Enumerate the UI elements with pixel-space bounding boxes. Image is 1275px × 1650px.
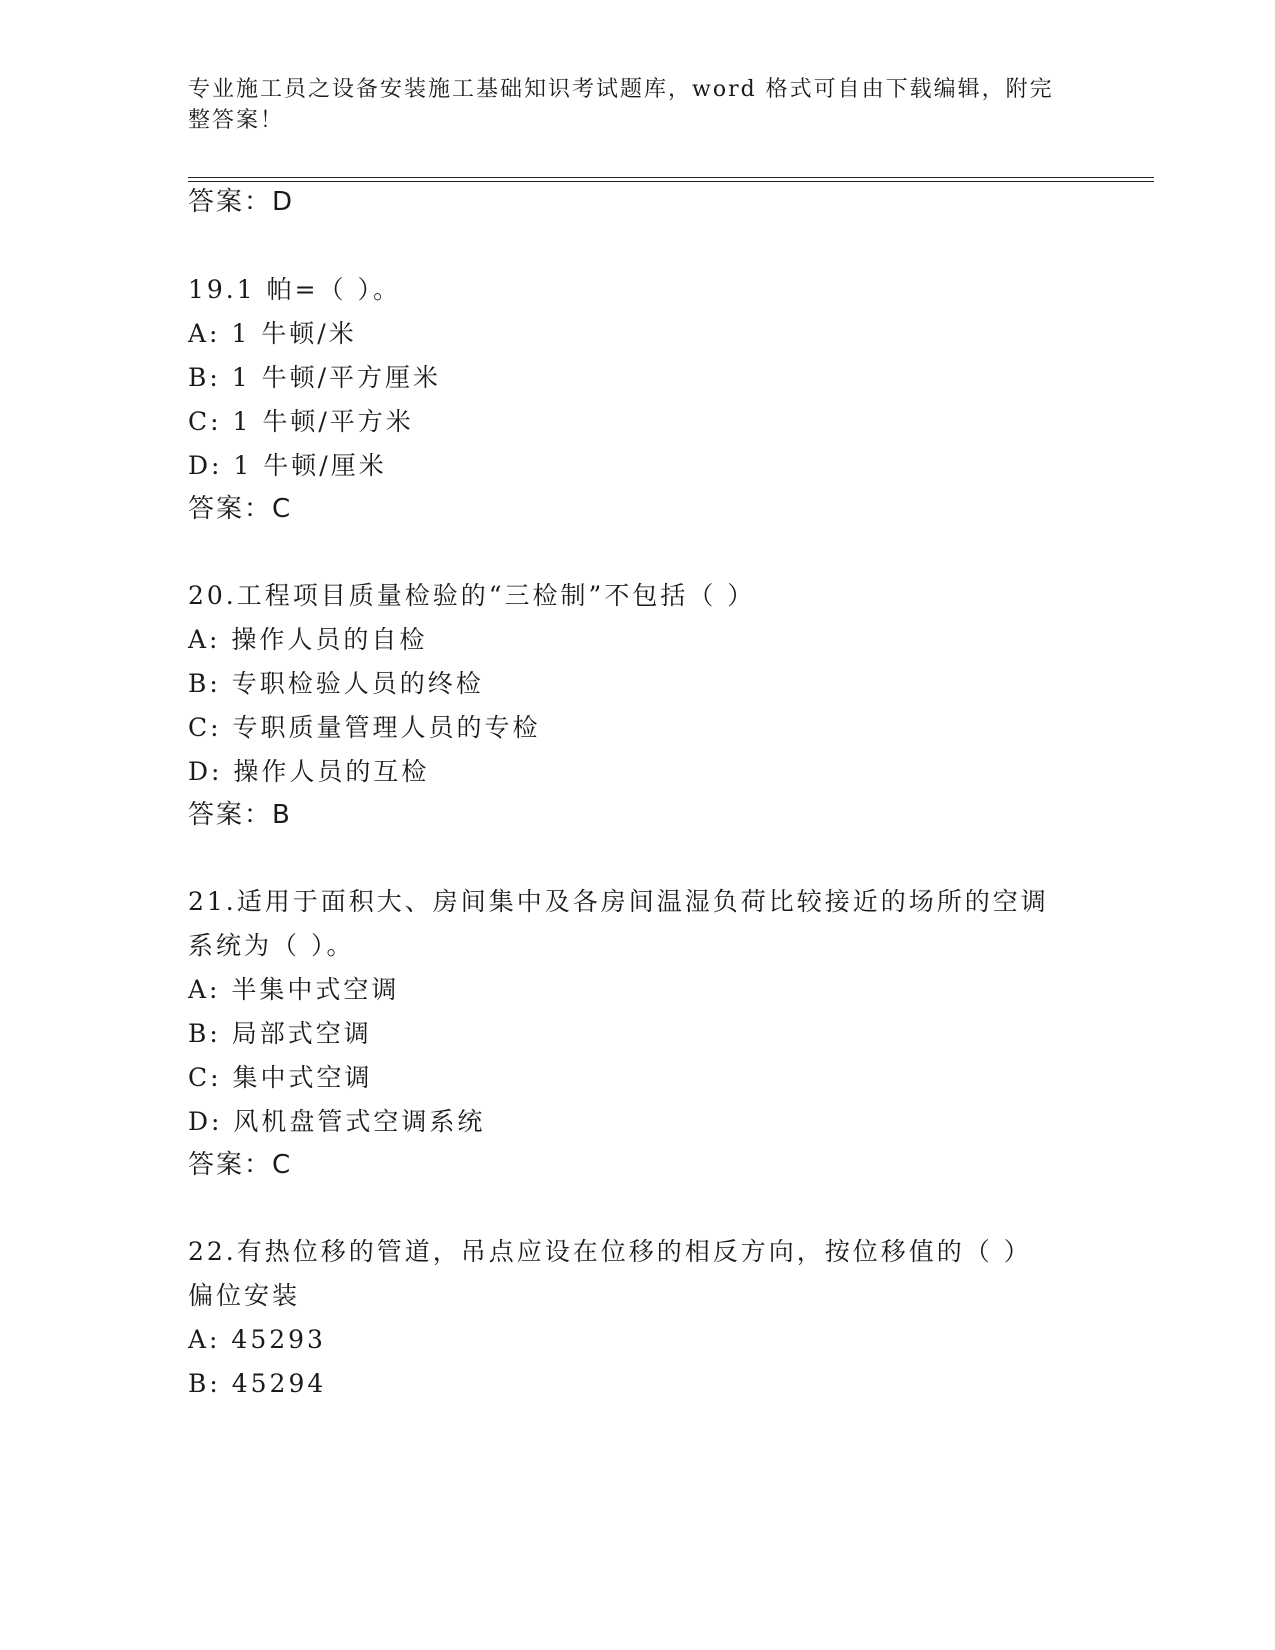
question-19-option-c: C: 1 牛顿/平方米 bbox=[188, 407, 414, 436]
question-22-option-b: B: 45294 bbox=[188, 1369, 327, 1398]
question-19-option-b: B: 1 牛顿/平方厘米 bbox=[188, 363, 442, 392]
question-22-option-a: A: 45293 bbox=[188, 1325, 326, 1354]
question-21-stem-line-1: 21.适用于面积大、房间集中及各房间温湿负荷比较接近的场所的空调 bbox=[188, 887, 1049, 916]
header-divider bbox=[188, 177, 1154, 182]
previous-answer: 答案：D bbox=[188, 187, 295, 217]
question-21-option-c: C: 集中式空调 bbox=[188, 1063, 373, 1092]
question-19-option-d: D: 1 牛顿/厘米 bbox=[188, 451, 387, 480]
question-21-stem-line-2: 系统为（ ）。 bbox=[188, 931, 355, 960]
question-19-option-a: A: 1 牛顿/米 bbox=[188, 319, 357, 348]
question-21-answer: 答案：C bbox=[188, 1150, 293, 1180]
question-22-stem-line-1: 22.有热位移的管道，吊点应设在位移的相反方向，按位移值的（ ） bbox=[188, 1237, 1032, 1266]
question-20-stem: 20.工程项目质量检验的“三检制”不包括（ ） bbox=[188, 581, 756, 610]
question-21-option-a: A: 半集中式空调 bbox=[188, 975, 400, 1004]
question-20-option-c: C: 专职质量管理人员的专检 bbox=[188, 713, 541, 742]
question-19-stem: 19.1 帕=（ ）。 bbox=[188, 275, 402, 304]
question-22-stem-line-2: 偏位安装 bbox=[188, 1281, 301, 1310]
question-20-option-b: B: 专职检验人员的终检 bbox=[188, 669, 484, 698]
question-21-option-b: B: 局部式空调 bbox=[188, 1019, 372, 1048]
question-20-answer: 答案：B bbox=[188, 800, 292, 830]
question-21-option-d: D: 风机盘管式空调系统 bbox=[188, 1107, 486, 1136]
question-20-option-a: A: 操作人员的自检 bbox=[188, 625, 428, 654]
question-19-answer: 答案：C bbox=[188, 494, 293, 524]
document-header-title: 专业施工员之设备安装施工基础知识考试题库，word 格式可自由下载编辑，附完整答案！ bbox=[188, 77, 1054, 133]
question-20-option-d: D: 操作人员的互检 bbox=[188, 757, 430, 786]
